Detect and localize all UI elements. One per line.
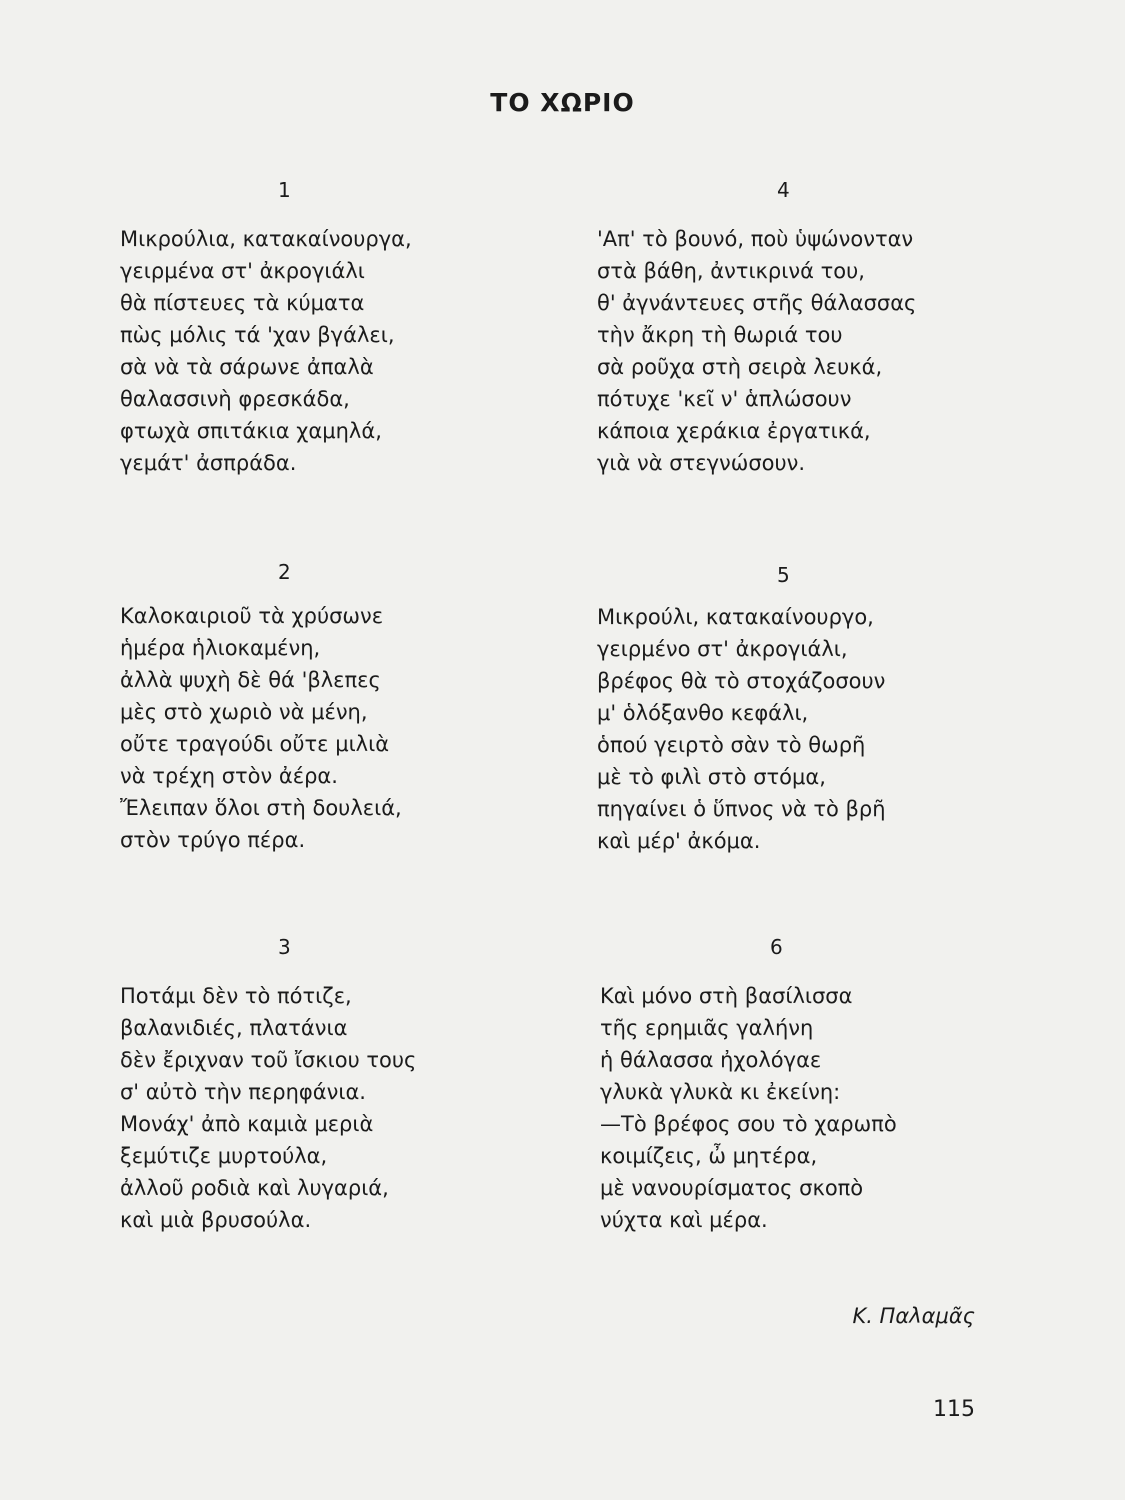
verse-line: στὸν τρύγο πέρα. [120, 828, 306, 852]
verse-line: κοιμίζεις, ὦ μητέρα, [600, 1144, 818, 1168]
verse-line: ξεμύτιζε μυρτούλα, [120, 1144, 328, 1168]
verse-line: Μικρούλια, κατακαίνουργα, [120, 227, 412, 251]
verse-line: Καλοκαιριοῦ τὰ χρύσωνε [120, 604, 384, 628]
verse-line: θ' ἀγνάντευες στῆς θάλασσας [597, 291, 917, 315]
stanza-number: 6 [770, 935, 783, 959]
verse-line: γιὰ νὰ στεγνώσουν. [597, 451, 806, 475]
verse-line: βρέφος θὰ τὸ στοχάζοσουν [597, 669, 886, 693]
verse-line: ἡμέρα ἡλιοκαμένη, [120, 636, 321, 660]
verse-line: γεμάτ' ἀσπράδα. [120, 451, 297, 475]
stanza-number: 5 [777, 563, 790, 587]
stanza-number: 4 [777, 178, 790, 202]
stanza [120, 980, 416, 1236]
stanza-number: 2 [278, 560, 291, 584]
verse-line: πότυχε 'κεῖ ν' ἁπλώσουν [597, 387, 852, 411]
stanza-number: 1 [278, 178, 291, 202]
stanza-number: 3 [278, 935, 291, 959]
verse-line: πηγαίνει ὁ ὕπνος νὰ τὸ βρῆ [597, 797, 886, 821]
verse-line: 'Απ' τὸ βουνό, ποὺ ὑψώνονταν [597, 227, 914, 251]
stanza [600, 980, 897, 1236]
verse-line: Μονάχ' ἀπὸ καμιὰ μεριὰ [120, 1112, 374, 1136]
author-signature: Κ. Παλαμᾶς [852, 1304, 975, 1328]
verse-line: καὶ μέρ' ἀκόμα. [597, 829, 761, 853]
stanza [120, 600, 402, 856]
stanza [597, 223, 916, 479]
page-number: 115 [933, 1397, 975, 1422]
verse-line: δὲν ἔριχναν τοῦ ἴσκιου τους [120, 1048, 417, 1072]
verse-line: στὰ βάθη, ἀντικρινά του, [597, 259, 865, 283]
verse-line: γειρμένο στ' ἀκρογιάλι, [597, 637, 848, 661]
verse-line: φτωχὰ σπιτάκια χαμηλά, [120, 419, 382, 443]
verse-line: νύχτα καὶ μέρα. [600, 1208, 768, 1232]
verse-line: τὴν ἄκρη τὴ θωριά του [597, 323, 843, 347]
verse-line: θαλασσινὴ φρεσκάδα, [120, 387, 350, 411]
verse-line: μὲς στὸ χωριὸ νὰ μένη, [120, 700, 368, 724]
verse-line: Ποτάμι δὲν τὸ πότιζε, [120, 984, 352, 1008]
stanza [120, 223, 412, 479]
verse-line: τῆς ερημιᾶς γαλήνη [600, 1016, 814, 1040]
verse-line: μὲ τὸ φιλὶ στὸ στόμα, [597, 765, 826, 789]
verse-line: βαλανιδιές, πλατάνια [120, 1016, 348, 1040]
verse-line: μ' ὁλόξανθο κεφάλι, [597, 701, 809, 725]
verse-line: σ' αὐτὸ τὴν περηφάνια. [120, 1080, 366, 1104]
verse-line: γλυκὰ γλυκὰ κι ἐκείνη: [600, 1080, 841, 1104]
verse-line: σὰ νὰ τὰ σάρωνε ἀπαλὰ [120, 355, 374, 379]
verse-line: ὁπού γειρτὸ σὰν τὸ θωρῆ [597, 733, 866, 757]
verse-line: σὰ ροῦχα στὴ σειρὰ λευκά, [597, 355, 883, 379]
verse-line: ἡ θάλασσα ἠχολόγαε [600, 1048, 822, 1072]
stanza [597, 601, 886, 857]
verse-line: μὲ νανουρίσματος σκοπὸ [600, 1176, 864, 1200]
page-title: ΤΟ ΧΩΡΙΟ [490, 88, 635, 117]
verse-line: —Τὸ βρέφος σου τὸ χαρωπὸ [600, 1112, 897, 1136]
verse-line: καὶ μιὰ βρυσούλα. [120, 1208, 312, 1232]
verse-line: οὔτε τραγούδι οὔτε μιλιὰ [120, 732, 390, 756]
verse-line: Μικρούλι, κατακαίνουργο, [597, 605, 874, 629]
verse-line: Ἔλειπαν ὅλοι στὴ δουλειά, [120, 796, 402, 820]
verse-line: ἀλλοῦ ροδιὰ καὶ λυγαριά, [120, 1176, 389, 1200]
verse-line: ἀλλὰ ψυχὴ δὲ θά 'βλεπες [120, 668, 381, 692]
verse-line: νὰ τρέχη στὸν ἀέρα. [120, 764, 338, 788]
verse-line: Καὶ μόνο στὴ βασίλισσα [600, 984, 853, 1008]
verse-line: πὼς μόλις τά 'χαν βγάλει, [120, 323, 395, 347]
verse-line: γειρμένα στ' ἀκρογιάλι [120, 259, 365, 283]
verse-line: κάποια χεράκια ἐργατικά, [597, 419, 871, 443]
verse-line: θὰ πίστευες τὰ κύματα [120, 291, 365, 315]
